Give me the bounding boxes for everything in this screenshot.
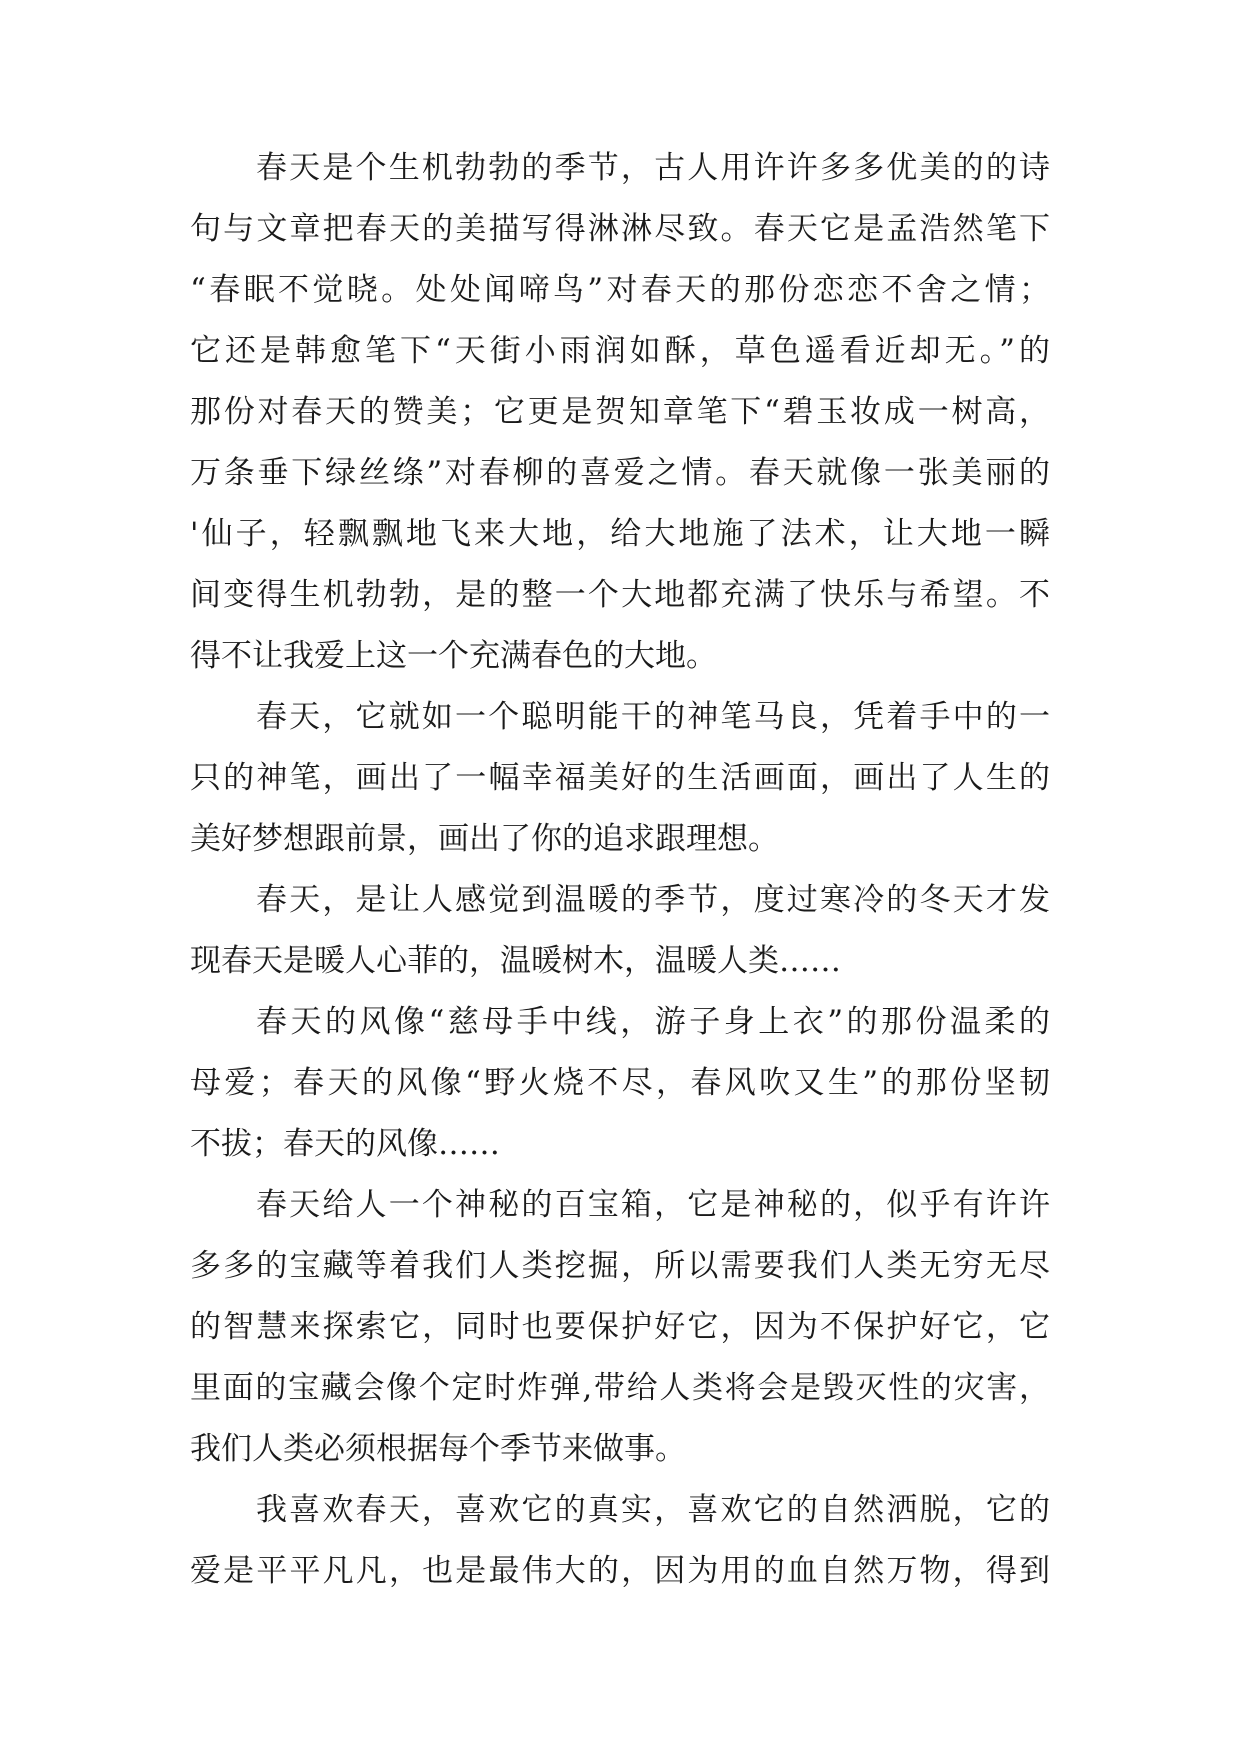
text-line: 只的神笔，画出了一幅幸福美好的生活画面，画出了人生的: [190, 760, 1050, 796]
text-line: 多多的宝藏等着我们人类挖掘，所以需要我们人类无穷无尽: [190, 1248, 1050, 1284]
text-line: 春天给人一个神秘的百宝箱，它是神秘的，似乎有许许: [256, 1187, 1050, 1223]
text-line: 爱是平平凡凡，也是最伟大的，因为用的血自然万物，得到: [190, 1553, 1050, 1589]
text-line: 万条垂下绿丝绦”对春柳的喜爱之情。春天就像一张美丽的: [190, 455, 1050, 491]
text-line: 不拔；春天的风像……: [190, 1126, 500, 1162]
paragraph-1: [190, 138, 1050, 687]
text-line: '仙子，轻飘飘地飞来大地，给大地施了法术，让大地一瞬: [190, 516, 1050, 552]
text-line: 句与文章把春天的美描写得淋淋尽致。春天它是孟浩然笔下: [190, 211, 1050, 247]
text-line: 里面的宝藏会像个定时炸弹,带给人类将会是毁灭性的灾害，: [190, 1370, 1050, 1406]
paragraph-6: [190, 1480, 1050, 1602]
text-line: 美好梦想跟前景，画出了你的追求跟理想。: [190, 821, 779, 857]
text-line: 它还是韩愈笔下“天街小雨润如酥，草色遥看近却无。”的: [190, 333, 1050, 369]
text-line: 我们人类必须根据每个季节来做事。: [190, 1431, 686, 1467]
paragraph-3: [190, 870, 1050, 992]
paragraph-5: [190, 1175, 1050, 1480]
text-line: 的智慧来探索它，同时也要保护好它，因为不保护好它，它: [190, 1309, 1050, 1345]
document-body: [190, 138, 1050, 1602]
text-line: 春天是个生机勃勃的季节，古人用许许多多优美的的诗: [256, 150, 1050, 186]
text-line: 春天，是让人感觉到温暖的季节，度过寒冷的冬天才发: [256, 882, 1050, 918]
text-line: 现春天是暖人心菲的，温暖树木，温暖人类……: [190, 943, 841, 979]
text-line: 间变得生机勃勃，是的整一个大地都充满了快乐与希望。不: [190, 577, 1050, 613]
text-line: 我喜欢春天，喜欢它的真实，喜欢它的自然洒脱，它的: [256, 1492, 1050, 1528]
paragraph-4: [190, 992, 1050, 1175]
text-line: 母爱；春天的风像“野火烧不尽，春风吹又生”的那份坚韧: [190, 1065, 1050, 1101]
text-line: 春天，它就如一个聪明能干的神笔马良，凭着手中的一: [256, 699, 1050, 735]
text-line: 得不让我爱上这一个充满春色的大地。: [190, 638, 717, 674]
text-line: 那份对春天的赞美；它更是贺知章笔下“碧玉妆成一树高，: [190, 394, 1050, 430]
paragraph-2: [190, 687, 1050, 870]
text-line: 春天的风像“慈母手中线，游子身上衣”的那份温柔的: [256, 1004, 1050, 1040]
text-line: “春眠不觉晓。处处闻啼鸟”对春天的那份恋恋不舍之情；: [190, 272, 1050, 308]
